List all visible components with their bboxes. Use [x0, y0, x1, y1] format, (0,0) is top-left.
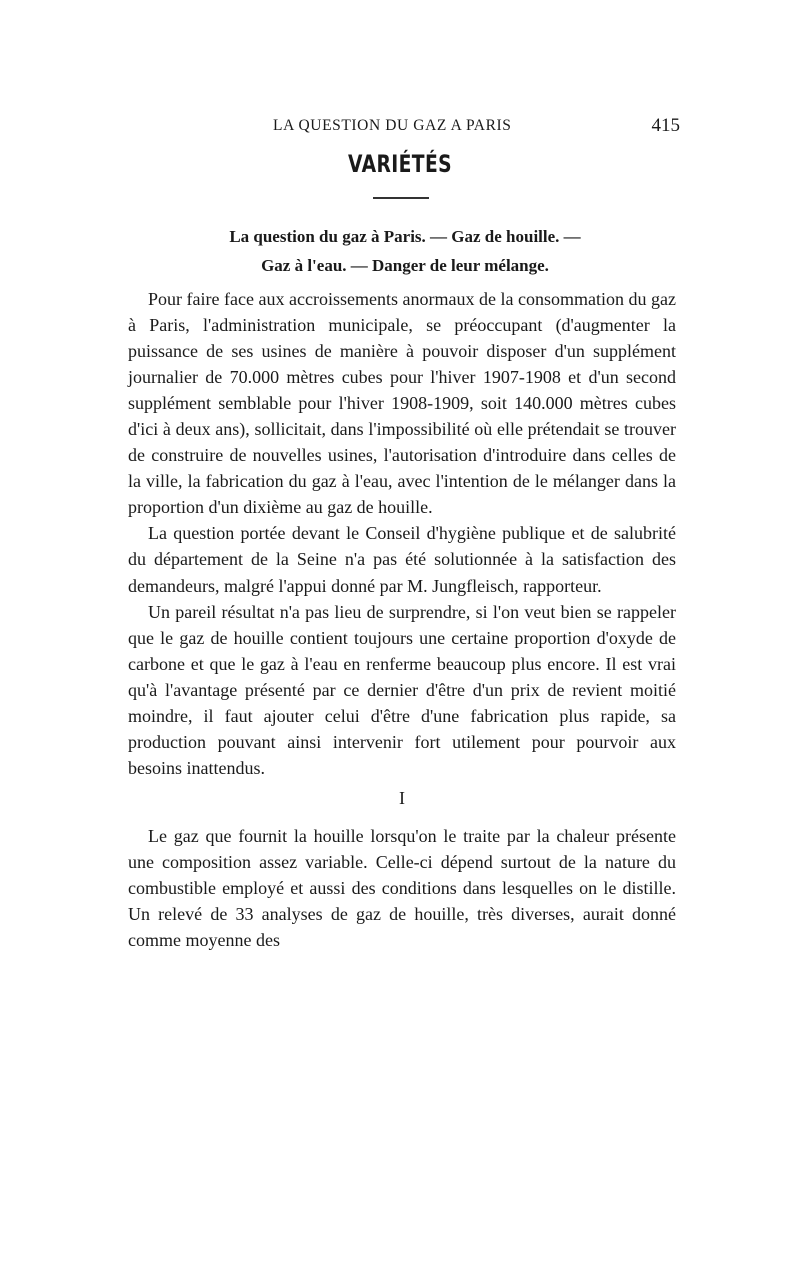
body-paragraph-1: Pour faire face aux accroissements anormaux de la consommation du gaz à Paris, l'administration municipale, se préoccupant (d'augmenter la puissance de ses usines de manière à pouvoir disposer d'un supplément journalier de 70.000 mètres cubes pour l'hiver 1907-1908 et d'un second supplément semblable pour l'hiver 1908-1909, soit 140.000 mètres cubes d'ici à deux ans), sollicitait, dans l'impossibilité où elle prétendait se trouver de construire de nouvelles usines, l'autorisation d'introduire dans celles de la ville, la fabrication du gaz à l'eau, avec l'intention de le mélanger dans la proportion d'un dixième au gaz de houille. — [128, 289, 676, 518]
title-rule-divider — [373, 197, 429, 199]
subtitle-line-2: Gaz à l'eau. — Danger de leur mélange. — [261, 256, 549, 275]
body-paragraph-2: La question portée devant le Conseil d'hygiène publique et de salubrité du département de la Seine n'a pas été solutionnée à la satisfaction des demandeurs, malgré l'appui donné par M. Jungfleisch, rapporteur. — [128, 523, 676, 596]
running-title: LA QUESTION DU GAZ A PARIS — [273, 117, 512, 134]
body-paragraph-4: Le gaz que fournit la houille lorsqu'on le traite par la chaleur présente une composition assez variable. Celle-ci dépend surtout de la nature du combustible employé et aussi des conditions dans lesquelles on le distille. Un relevé de 33 analyses de gaz de houille, très diverses, aurait donné comme moyenne des — [128, 825, 676, 951]
section-number: I — [399, 787, 405, 808]
body-paragraph-3: Un pareil résultat n'a pas lieu de surprendre, si l'on veut bien se rappeler que le gaz de houille contient toujours une certaine proportion d'oxyde de carbone et que le gaz à l'eau en renferme beaucoup plus encore. Il est vrai qu'à l'avantage présenté par ce dernier d'être d'un prix de revient moitié moindre, il faut ajouter celui d'être d'une fabrication plus rapide, sa production pouvant ainsi intervenir fort utilement pour pourvoir aux besoins inattendus. — [128, 601, 676, 778]
subtitle-line-1: La question du gaz à Paris. — Gaz de houille. — — [229, 227, 581, 246]
article-subtitle — [130, 222, 680, 280]
section-title: VARIÉTÉS — [347, 150, 453, 178]
article-body — [128, 286, 676, 953]
running-header — [130, 117, 680, 139]
page-number: 415 — [651, 115, 680, 136]
